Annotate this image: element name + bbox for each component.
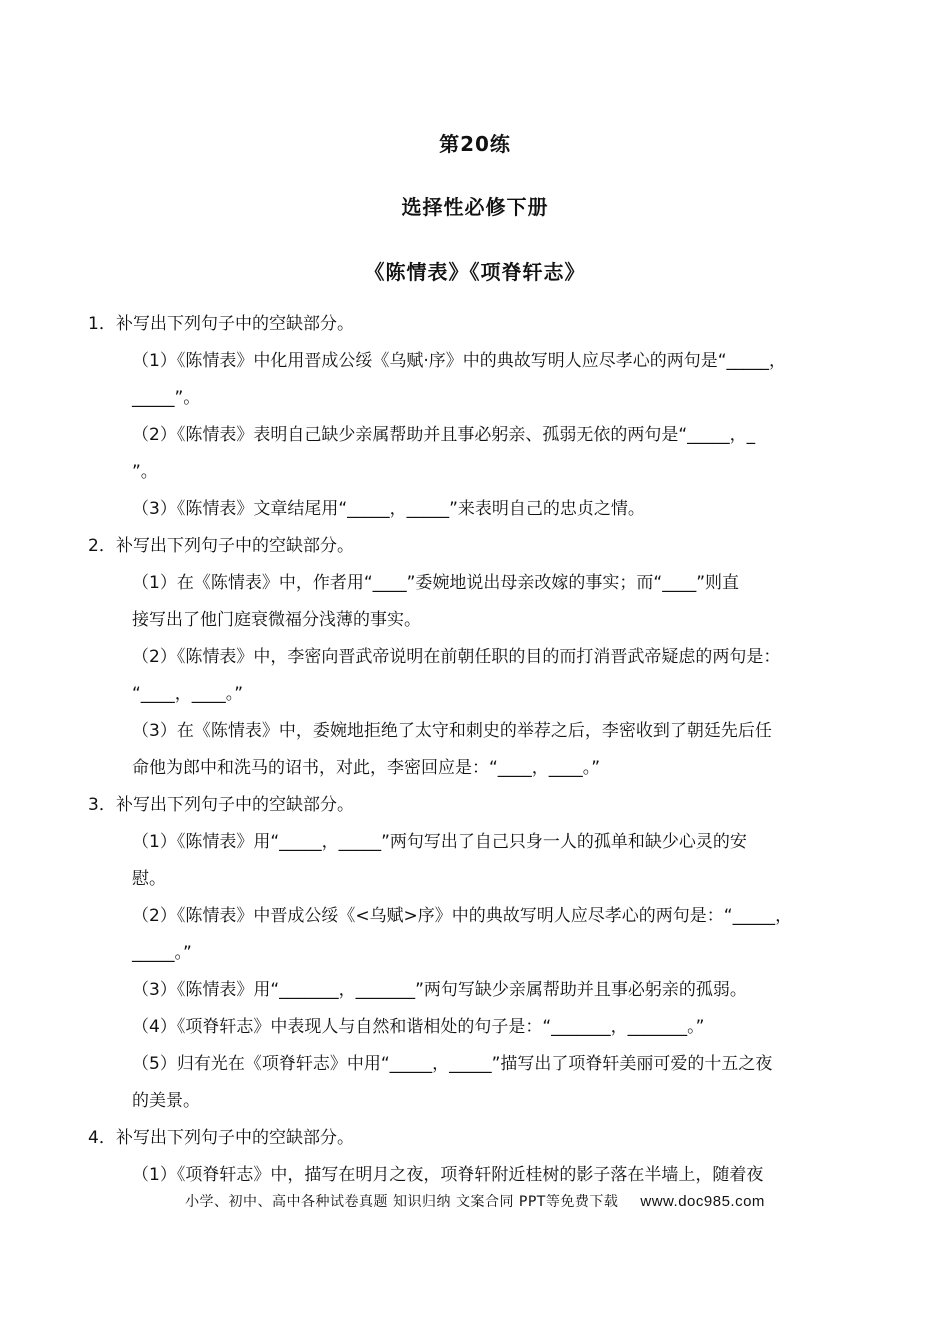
sub-item-line: （4）《项脊轩志》中表现人与自然和谐相处的句子是：“_______，_______。” xyxy=(132,1017,705,1037)
sub-item-line: （5）归有光在《项脊轩志》中用“_____，_____”描写出了项脊轩美丽可爱的十五之夜 xyxy=(132,1054,773,1074)
question-prompt: 补写出下列句子中的空缺部分。 xyxy=(116,795,354,815)
question-number: 4． xyxy=(88,1128,116,1148)
sub-item-line: _____”。 xyxy=(132,388,201,408)
sub-item-line: （1）在《陈情表》中，作者用“____”委婉地说出母亲改嫁的事实；而“____”则直 xyxy=(132,573,740,593)
question-number: 1． xyxy=(88,314,116,334)
question-prompt: 补写出下列句子中的空缺部分。 xyxy=(116,1128,354,1148)
question-list xyxy=(88,306,863,1194)
question-4 xyxy=(88,1120,863,1157)
lesson-title: 第20练 xyxy=(439,132,511,156)
question-prompt: 补写出下列句子中的空缺部分。 xyxy=(116,314,354,334)
sub-item-line: ”。 xyxy=(132,462,158,482)
sub-item-line: （2）《陈情表》中晋成公绥《<乌赋>序》中的典故写明人应尽孝心的两句是：“_____， xyxy=(132,906,793,926)
sub-item-line: 命他为郎中和洗马的诏书，对此，李密回应是：“____，____。” xyxy=(132,758,601,778)
footer-url: www.doc985.com xyxy=(640,1193,765,1210)
sub-item-line: （2）《陈情表》表明自己缺少亲属帮助并且事必躬亲、孤弱无依的两句是“_____，_ xyxy=(132,425,756,445)
sub-item-line: （3）在《陈情表》中，委婉地拒绝了太守和刺史的举荐之后，李密收到了朝廷先后任 xyxy=(132,721,772,741)
sub-item-line: “____，____。” xyxy=(132,684,244,704)
sub-item-line: （1）《陈情表》中化用晋成公绥《乌赋·序》中的典故写明人应尽孝心的两句是“_____， xyxy=(132,351,787,371)
texts-title: 《陈情表》《项脊轩志》 xyxy=(364,260,586,284)
question-number: 2． xyxy=(88,536,116,556)
question-1 xyxy=(88,306,863,343)
question-3 xyxy=(88,787,863,824)
question-2 xyxy=(88,528,863,565)
question-number: 3． xyxy=(88,795,116,815)
sub-item-line: （2）《陈情表》中，李密向晋武帝说明在前朝任职的目的而打消晋武帝疑虑的两句是： xyxy=(132,647,781,667)
footer xyxy=(0,1191,950,1211)
sub-item-line: 的美景。 xyxy=(132,1091,200,1111)
sub-item-line: 慰。 xyxy=(132,869,166,889)
book-title: 选择性必修下册 xyxy=(401,195,549,219)
sub-item-line: （1）《项脊轩志》中，描写在明月之夜，项脊轩附近桂树的影子落在半墙上，随着夜 xyxy=(132,1165,764,1185)
footer-text: 小学、初中、高中各种试卷真题 知识归纳 文案合同 PPT等免费下载 xyxy=(185,1194,619,1210)
question-prompt: 补写出下列句子中的空缺部分。 xyxy=(116,536,354,556)
sub-item-line: （3）《陈情表》文章结尾用“_____，_____”来表明自己的忠贞之情。 xyxy=(132,499,645,519)
sub-item-line: （3）《陈情表》用“_______，_______”两句写缺少亲属帮助并且事必躬亲的孤弱。 xyxy=(132,980,747,1000)
sub-item-line: 接写出了他门庭衰微福分浅薄的事实。 xyxy=(132,610,421,630)
sub-item-line: _____。” xyxy=(132,943,192,963)
sub-item-line: （1）《陈情表》用“_____，_____”两句写出了自己只身一人的孤单和缺少心灵的安 xyxy=(132,832,747,852)
